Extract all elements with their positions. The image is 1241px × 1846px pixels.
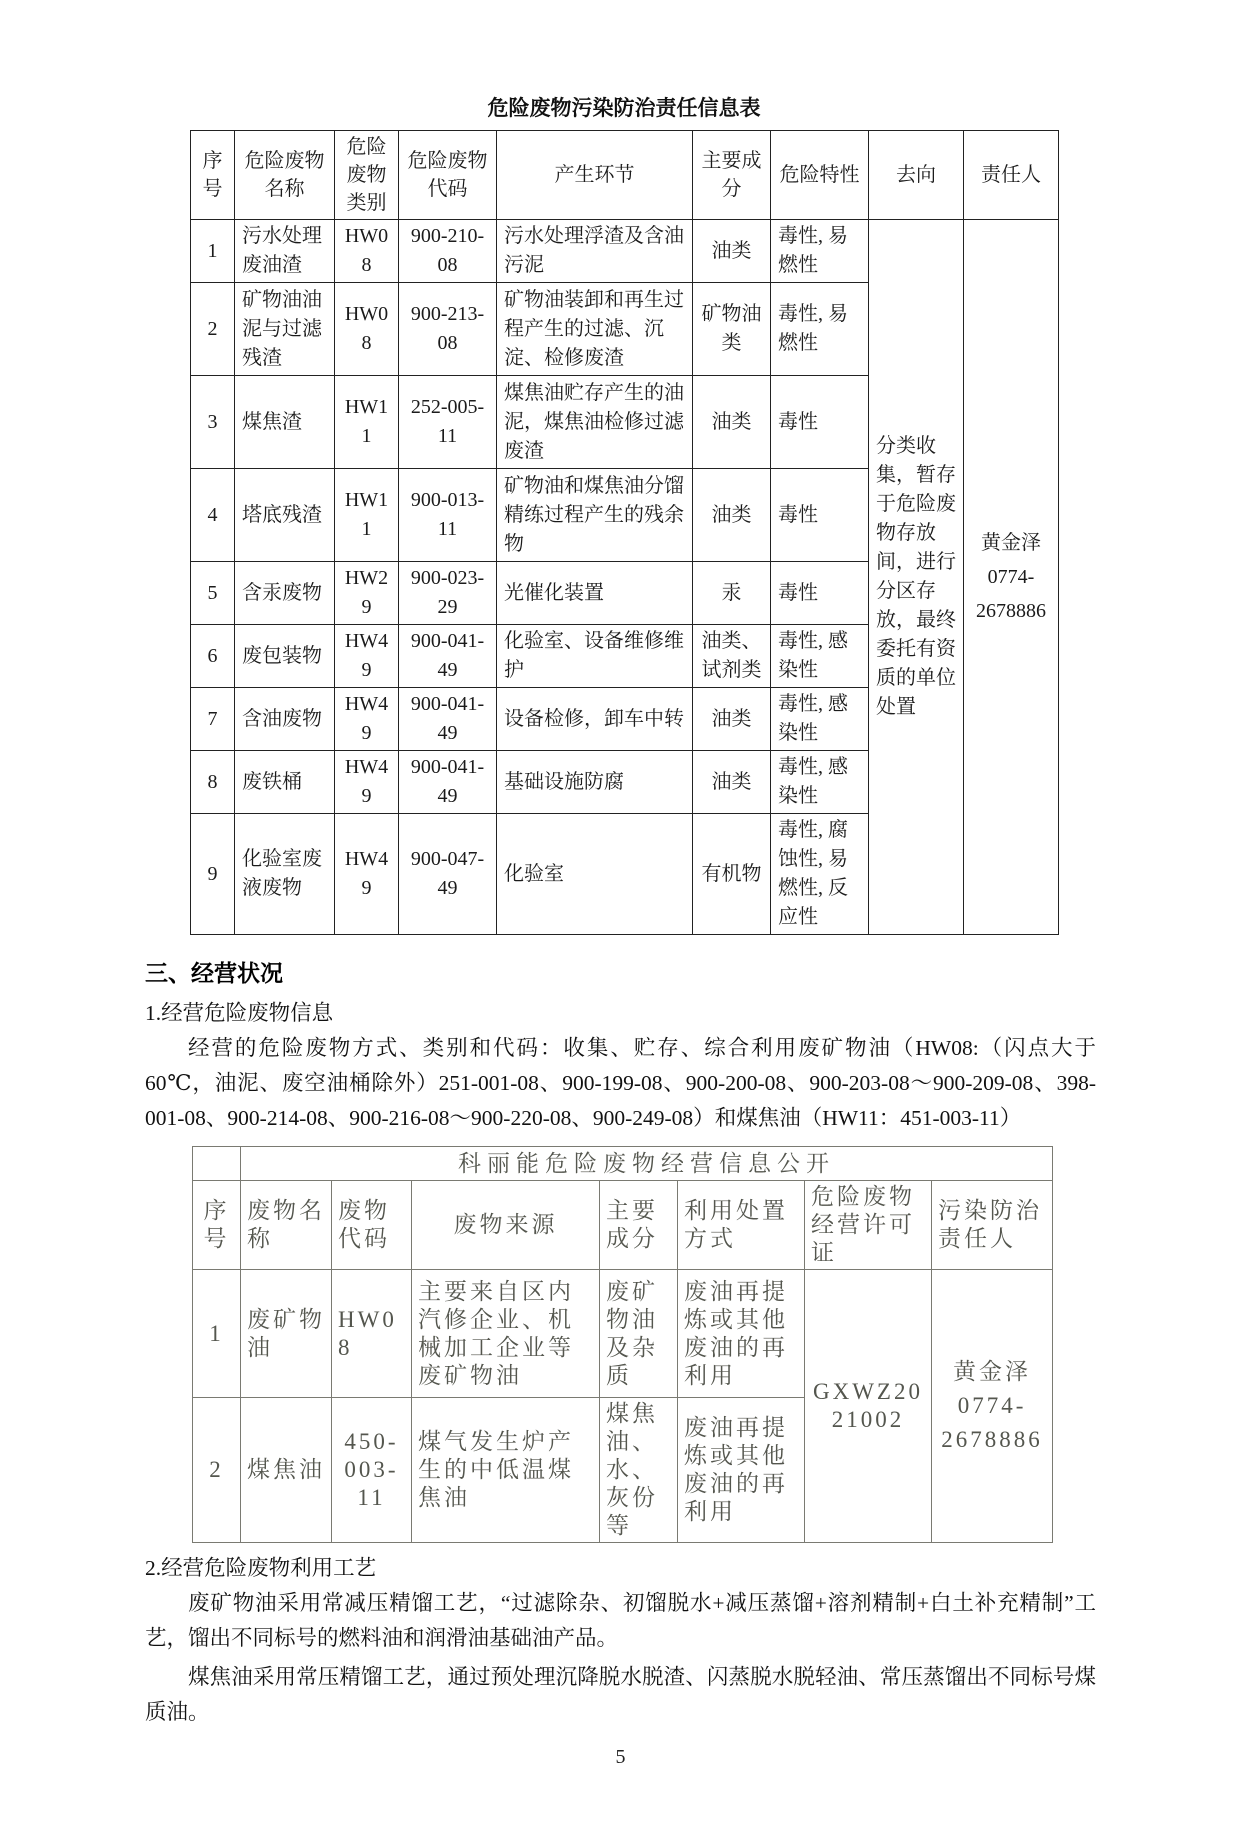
table-cell: 汞 [693,562,771,625]
table-cell: 化验室、设备维修维护 [497,625,693,688]
table-cell: 煤焦油贮存产生的油泥，煤焦油检修过滤废渣 [497,376,693,469]
table-cell: 废铁桶 [235,751,335,814]
license-cell: GXWZ2021002 [805,1270,932,1543]
table-cell: 煤焦油、水、灰份等 [600,1398,678,1543]
table-cell: 毒性 [771,376,869,469]
table-cell: 废矿物油及杂质 [600,1270,678,1398]
responsible-phone-line2: 2678886 [976,600,1046,622]
table-cell: 油类 [693,469,771,562]
table-row [193,1270,1053,1398]
table-cell: 毒性, 感染性 [771,688,869,751]
table-cell: 5 [191,562,235,625]
column-header: 序号 [193,1181,241,1270]
table-cell: 毒性, 易燃性 [771,283,869,376]
table-cell: 化验室废液废物 [235,814,335,935]
responsible-name: 黄金泽 [953,1359,1032,1384]
column-header: 利用处置方式 [678,1181,805,1270]
table-cell: HW08 [335,220,399,283]
table-cell: 2 [193,1398,241,1543]
page-number: 5 [615,1746,626,1768]
table-cell: 2 [191,283,235,376]
table-cell: 6 [191,625,235,688]
table-cell: 900-047-49 [399,814,497,935]
column-header: 危险废物名称 [235,131,335,220]
table-cell: HW11 [335,469,399,562]
column-header: 危险特性 [771,131,869,220]
table-cell: 毒性, 易燃性 [771,220,869,283]
table2-caption-row [193,1147,1053,1181]
table-header-row [191,131,1059,220]
column-header: 责任人 [964,131,1059,220]
table-cell: 主要来自区内汽修企业、机械加工企业等废矿物油 [412,1270,600,1398]
table-cell: 塔底残渣 [235,469,335,562]
table2-caption: 科丽能危险废物经营信息公开 [241,1147,1053,1181]
table-cell: 矿物油装卸和再生过程产生的过滤、沉淀、检修废渣 [497,283,693,376]
table-cell-empty [193,1147,241,1181]
table-cell: 油类 [693,220,771,283]
table-cell: HW08 [332,1270,412,1398]
table-cell: 矿物油油泥与过滤残渣 [235,283,335,376]
table-cell: HW49 [335,814,399,935]
table-cell: 900-210-08 [399,220,497,283]
column-header: 废物来源 [412,1181,600,1270]
hazardous-waste-responsibility-table [190,130,1059,935]
responsible-cell [964,220,1059,935]
table-cell: 设备检修，卸车中转 [497,688,693,751]
table-cell: HW11 [335,376,399,469]
table-cell: 煤焦油 [241,1398,332,1543]
paragraph-mineral-oil-process: 废矿物油采用常减压精馏工艺，“过滤除杂、初馏脱水+减压蒸馏+溶剂精制+白土补充精制”工艺，馏出不同标号的燃料油和润滑油基础油产品。 [145,1591,1096,1650]
table-cell: 1 [191,220,235,283]
table-cell: 油类 [693,751,771,814]
section-heading: 三、经营状况 [145,960,283,986]
subsection-2-heading: 2.经营危险废物利用工艺 [145,1556,377,1580]
table-cell: 废油再提炼或其他废油的再利用 [678,1270,805,1398]
table-cell: 矿物油和煤焦油分馏精练过程产生的残余物 [497,469,693,562]
destination-cell: 分类收集，暂存于危险废物存放间，进行分区存放，最终委托有资质的单位处置 [869,220,964,935]
document-page [0,92,1241,1846]
table-cell: 废油再提炼或其他废油的再利用 [678,1398,805,1543]
column-header: 主要成分 [600,1181,678,1270]
table-cell: 900-013-11 [399,469,497,562]
column-header: 危险废物代码 [399,131,497,220]
table-cell: 450-003-11 [332,1398,412,1543]
table-cell: 矿物油类 [693,283,771,376]
responsible-name: 黄金泽 [981,532,1041,554]
table-cell: 4 [191,469,235,562]
paragraph-waste-codes: 经营的危险废物方式、类别和代码：收集、贮存、综合利用废矿物油（HW08:（闪点大于 60℃，油泥、废空油桶除外）251-001-08、900-199-08、900-200-08、900-203-08～900-209-08、398-001-08、900-214-08、900-216-08～900-220-08、900-249-08）和煤焦油（HW11：451-003-11） [145,1036,1096,1130]
table-cell: HW08 [335,283,399,376]
table-cell: 900-213-08 [399,283,497,376]
table-cell: 毒性, 感染性 [771,625,869,688]
table-cell: 毒性, 感染性 [771,751,869,814]
table-cell: 基础设施防腐 [497,751,693,814]
table-cell: 900-023-29 [399,562,497,625]
column-header: 污染防治责任人 [932,1181,1053,1270]
table-cell: HW29 [335,562,399,625]
responsible-cell [932,1270,1053,1543]
table-cell: 3 [191,376,235,469]
table-cell: 光催化装置 [497,562,693,625]
table-cell: 煤气发生炉产生的中低温煤焦油 [412,1398,600,1543]
table-cell: 900-041-49 [399,688,497,751]
column-header: 危险废物类别 [335,131,399,220]
table-cell: 煤焦渣 [235,376,335,469]
table-cell: HW49 [335,751,399,814]
table-cell: 毒性 [771,562,869,625]
subsection-1-heading: 1.经营危险废物信息 [145,1001,334,1025]
column-header: 废物代码 [332,1181,412,1270]
table-cell: 废包装物 [235,625,335,688]
column-header: 主要成分 [693,131,771,220]
table-cell: 7 [191,688,235,751]
business-info-disclosure-table [192,1146,1053,1543]
table-cell: 252-005-11 [399,376,497,469]
table-cell: 污水处理废油渣 [235,220,335,283]
table-cell: 900-041-49 [399,625,497,688]
table-cell: 毒性 [771,469,869,562]
table-cell: 化验室 [497,814,693,935]
table-cell: 废矿物油 [241,1270,332,1398]
responsible-phone-line1: 0774- [957,1393,1027,1418]
table-cell: 1 [193,1270,241,1398]
table-cell: 油类 [693,688,771,751]
table-cell: 含汞废物 [235,562,335,625]
column-header: 去向 [869,131,964,220]
column-header: 序号 [191,131,235,220]
table-cell: 毒性, 腐蚀性, 易燃性, 反应性 [771,814,869,935]
paragraph-coal-tar-process: 煤焦油采用常压精馏工艺，通过预处理沉降脱水脱渣、闪蒸脱水脱轻油、常压蒸馏出不同标号煤质油。 [145,1665,1096,1724]
table-cell: HW49 [335,625,399,688]
table-row [191,220,1059,283]
responsible-phone-line1: 0774- [987,566,1035,588]
table-cell: 有机物 [693,814,771,935]
table-cell: HW49 [335,688,399,751]
responsible-phone-line2: 2678886 [941,1427,1043,1452]
column-header: 废物名称 [241,1181,332,1270]
table-cell: 油类 [693,376,771,469]
table-cell: 含油废物 [235,688,335,751]
table-cell: 9 [191,814,235,935]
column-header: 危险废物经营许可证 [805,1181,932,1270]
column-header: 产生环节 [497,131,693,220]
table-header-row [193,1181,1053,1270]
table-cell: 900-041-49 [399,751,497,814]
table-cell: 8 [191,751,235,814]
table-cell: 油类、试剂类 [693,625,771,688]
table-cell: 污水处理浮渣及含油污泥 [497,220,693,283]
table1-title: 危险废物污染防治责任信息表 [487,96,761,120]
